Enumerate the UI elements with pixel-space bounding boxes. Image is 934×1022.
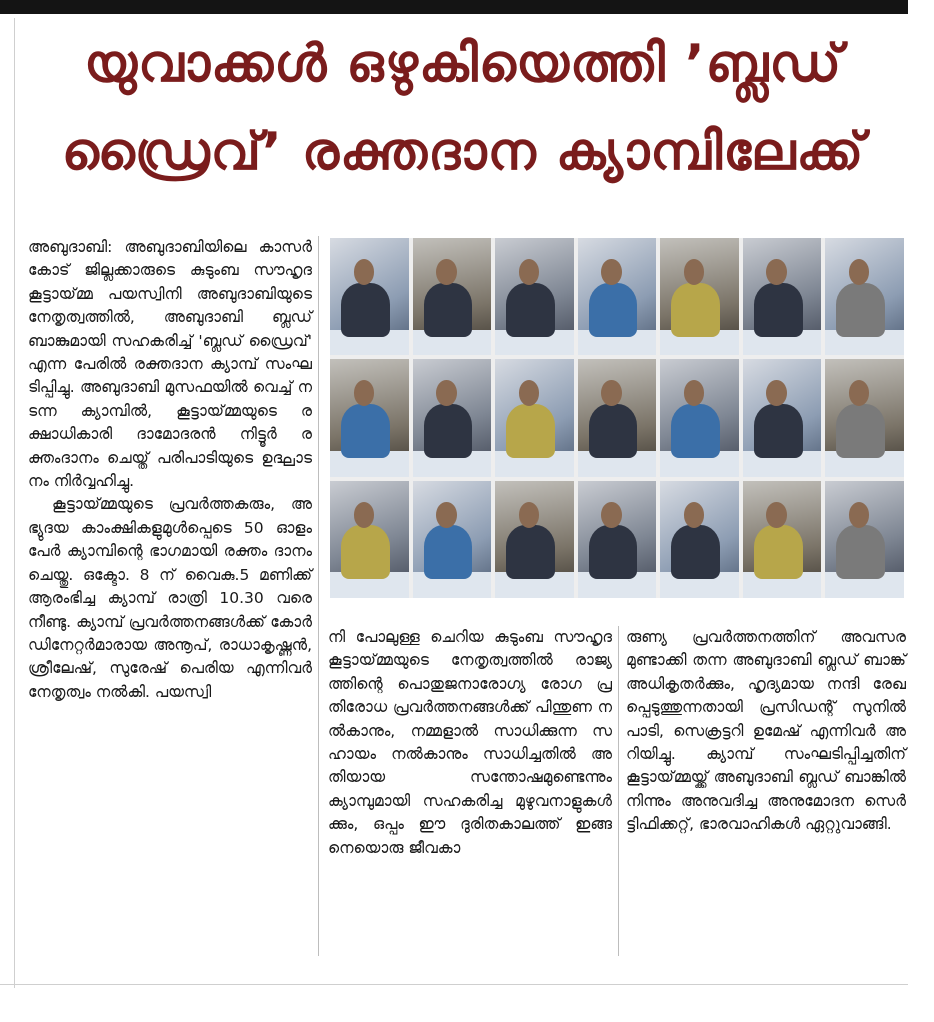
person-body-shape — [424, 404, 473, 458]
donor-photo — [743, 481, 822, 598]
donor-photo — [660, 238, 739, 355]
paragraph-2: കൂട്ടായ്മ്മയുടെ പ്രവർത്തകരും, അഭ്യുദയ കാംക്ഷികളുമുൾപ്പെടെ 50 ഓളം പേർ ക്യാമ്പിന്റെ ഭാഗമായി രക്തം ദാനം ചെയ്തു. ഒക്ടോ. 8 ന് വൈകു.5 മണിക്ക് ആരംഭിച്ച ക്യാമ്പ് രാത്രി 10.30 വരെ നീണ്ടു. ക്യാമ്പ് പ്രവർത്തനങ്ങൾക്ക് കോർഡിനേറ്റർമാരായ അനൂപ്, രാധാകൃഷ്ണൻ, ശ്രീലേഷ്, സുരേഷ് പെരിയ എന്നിവർ നേതൃത്വം നൽകി. പയസ്വി — [28, 495, 312, 701]
bottom-rule — [0, 984, 908, 985]
person-body-shape — [671, 525, 720, 579]
person-body-shape — [506, 283, 555, 337]
person-body-shape — [589, 525, 638, 579]
person-head-shape — [684, 380, 704, 406]
person-body-shape — [754, 283, 803, 337]
person-body-shape — [754, 404, 803, 458]
headline — [24, 20, 902, 196]
person-head-shape — [519, 380, 539, 406]
person-head-shape — [684, 502, 704, 528]
person-head-shape — [354, 259, 374, 285]
donor-photo — [495, 481, 574, 598]
person-body-shape — [836, 525, 885, 579]
article-column-2 — [328, 626, 612, 860]
donor-photo — [413, 481, 492, 598]
donor-photo — [330, 238, 409, 355]
person-body-shape — [341, 525, 390, 579]
donor-photo — [825, 481, 904, 598]
person-head-shape — [601, 380, 621, 406]
person-head-shape — [684, 259, 704, 285]
person-head-shape — [436, 259, 456, 285]
person-body-shape — [424, 525, 473, 579]
person-head-shape — [519, 259, 539, 285]
person-head-shape — [436, 502, 456, 528]
donor-photo — [330, 481, 409, 598]
donor-photo — [743, 238, 822, 355]
paragraph-4: രുണ്യ പ്രവർത്തനത്തിന് അവസരമുണ്ടാക്കി തന്ന അബുദാബി ബ്ലഡ് ബാങ്ക് അധികൃതർക്കും, ഹൃദ്യമായ നന്ദി രേഖപ്പെടുത്തുന്നതായി പ്രസിഡന്റ് സുനിൽ പാടി, സെക്രട്ടറി ഉമേഷ് എന്നിവർ അറിയിച്ചു. ക്യാമ്പ് സംഘടിപ്പിച്ചതിന് കൂട്ടായ്മ്മയ്ക്ക് അബുദാബി ബ്ലഡ് ബാങ്കിൽ നിന്നും അനുവദിച്ച അനുമോദന സെർട്ടിഫിക്കറ്റ്, ഭാരവാഹികൾ ഏറ്റുവാങ്ങി. — [626, 628, 906, 834]
person-head-shape — [601, 259, 621, 285]
donor-photo — [495, 238, 574, 355]
donor-photo — [330, 359, 409, 476]
person-head-shape — [436, 380, 456, 406]
headline-line-2: ഡ്രൈവ്’ രക്തദാന ക്യാമ്പിലേക്ക് — [61, 122, 865, 182]
person-body-shape — [341, 283, 390, 337]
article-column-3 — [626, 626, 906, 837]
donor-photo — [743, 359, 822, 476]
person-head-shape — [849, 380, 869, 406]
person-head-shape — [849, 502, 869, 528]
right-page-edge — [908, 0, 934, 1022]
person-body-shape — [671, 283, 720, 337]
left-margin-rule — [14, 18, 15, 988]
person-body-shape — [671, 404, 720, 458]
top-black-bar — [0, 0, 908, 14]
person-head-shape — [766, 502, 786, 528]
column-divider — [618, 626, 619, 956]
person-head-shape — [849, 259, 869, 285]
person-body-shape — [506, 525, 555, 579]
person-body-shape — [424, 283, 473, 337]
person-head-shape — [354, 502, 374, 528]
person-body-shape — [836, 404, 885, 458]
donor-photo — [413, 359, 492, 476]
person-head-shape — [601, 502, 621, 528]
headline-line-1: യുവാക്കൾ ഒഴുകിയെത്തി ’ബ്ലഡ് — [83, 34, 843, 94]
person-head-shape — [766, 259, 786, 285]
paragraph-3: നി പോലുള്ള ചെറിയ കുടുംബ സൗഹൃദ കൂട്ടായ്മ്മയുടെ നേതൃത്വത്തിൽ രാജ്യത്തിന്റെ പൊതുജനാരോഗ്യ രോഗ പ്രതിരോധ പ്രവർത്തനങ്ങൾക്ക് പിന്തുണ നൽകാനും, നമ്മളാൽ സാധിക്കുന്ന സഹായം നൽകാനും സാധിച്ചതിൽ അതിയായ സന്തോഷമുണ്ടെന്നും ക്യാമ്പുമായി സഹകരിച്ച മുഴുവനാളുകൾക്കും, ഒപ്പം ഈ ദുരിതകാലത്ത് ഇങ്ങനെയൊരു ജീവകാ — [328, 628, 612, 857]
column-divider — [318, 236, 319, 956]
donor-photo — [825, 238, 904, 355]
donor-photo — [660, 359, 739, 476]
person-body-shape — [836, 283, 885, 337]
donor-photo — [578, 238, 657, 355]
donor-photo — [413, 238, 492, 355]
donor-photo — [825, 359, 904, 476]
person-head-shape — [354, 380, 374, 406]
person-head-shape — [519, 502, 539, 528]
donor-photo — [578, 359, 657, 476]
person-body-shape — [341, 404, 390, 458]
person-head-shape — [766, 380, 786, 406]
person-body-shape — [754, 525, 803, 579]
photo-collage — [330, 238, 904, 598]
donor-photo — [578, 481, 657, 598]
paragraph-1: അബുദാബി: അബുദാബിയിലെ കാസർകോട് ജില്ലക്കാരുടെ കുടുംബ സൗഹൃദ കൂട്ടായ്മ്മ പയസ്വിനി അബുദാബിയുടെ നേതൃത്വത്തിൽ, അബുദാബി ബ്ലഡ് ബാങ്കുമായി സഹകരിച്ച് 'ബ്ലഡ് ഡ്രൈവ്' എന്ന പേരിൽ രക്തദാന ക്യാമ്പ് സംഘടിപ്പിച്ചു. അബുദാബി മുസഫയിൽ വെച്ച് നടന്ന ക്യാമ്പിൽ, കൂട്ടായ്മ്മയുടെ രക്ഷാധികാരി ദാമോദരൻ നിട്ടൂർ രക്തംദാനം ചെയ്ത് പരിപാടിയുടെ ഉദ്ഘാടനം നിർവ്വഹിച്ചു. — [28, 238, 312, 491]
person-body-shape — [589, 283, 638, 337]
donor-photo — [660, 481, 739, 598]
donor-photo — [495, 359, 574, 476]
person-body-shape — [589, 404, 638, 458]
article-column-1 — [28, 236, 312, 704]
person-body-shape — [506, 404, 555, 458]
